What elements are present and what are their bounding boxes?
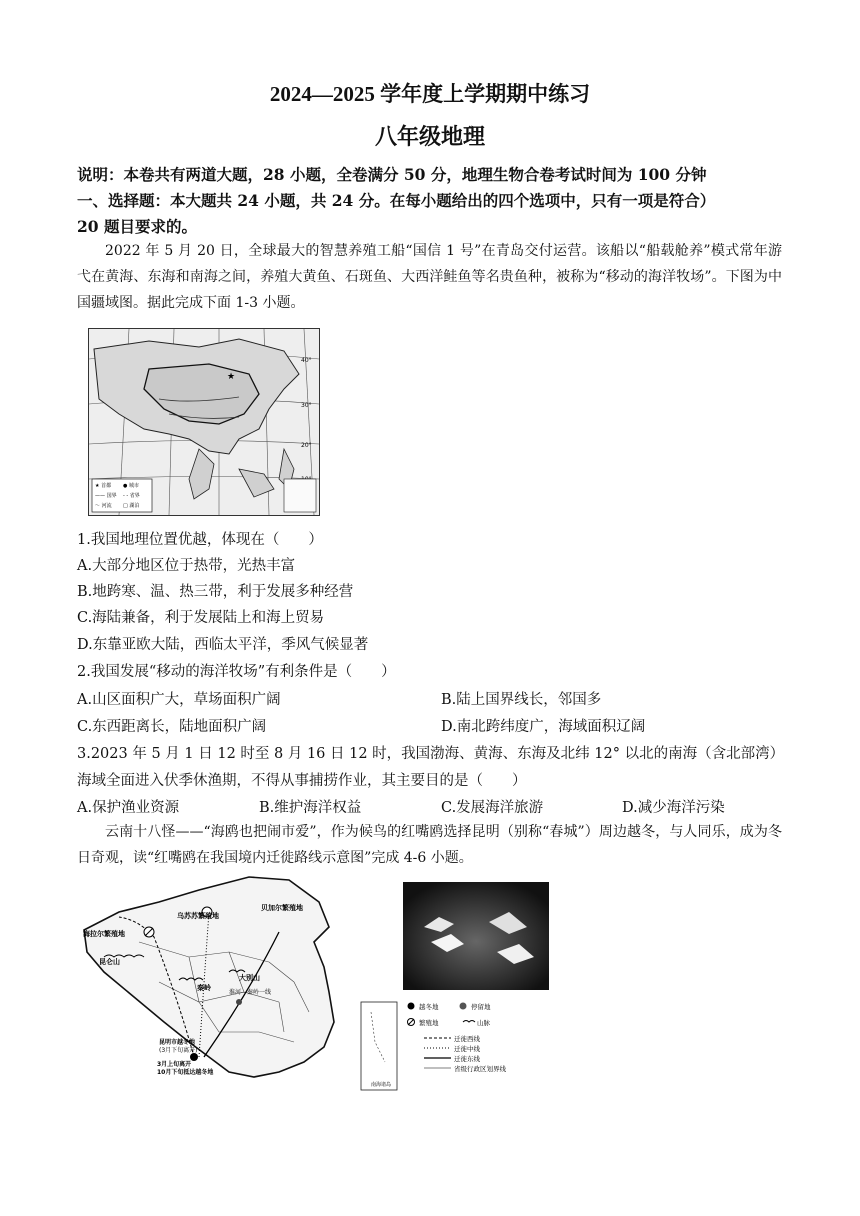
legend-east-route: 迁徙东线 <box>454 1055 480 1063</box>
lat-label-20: 20° <box>301 442 312 449</box>
gull-migration-figure <box>79 872 565 1094</box>
q2-option-d[interactable]: D.南北跨纬度广，海域面积辽阔 <box>441 719 646 735</box>
legend-province-border: 省级行政区划界线 <box>454 1065 506 1073</box>
q3-option-a[interactable]: A.保护渔业资源 <box>77 800 180 816</box>
label-huaihe: 淮河—秦岭一线 <box>229 989 272 996</box>
china-territory-map <box>88 328 320 516</box>
label-caohai: 海拉尔繁殖地 <box>83 930 125 938</box>
legend-wintering: 越冬地 <box>419 1003 439 1011</box>
question-2-stem: 2.我国发展“移动的海洋牧场”有利条件是（ ） <box>77 664 396 680</box>
migration-map-svg <box>79 872 565 1094</box>
svg-text:—— 国界: —— 国界 <box>95 493 117 499</box>
passage-1: 2022 年 5 月 20 日，全球最大的智慧养殖工船“国信 1 号”在青岛交付运营。该船以“船载舱养”模式常年游弋在黄海、东海和南海之间，养殖大黄鱼、石斑鱼、大西洋鲑鱼等名贵鱼种，被称为“移动的海洋牧场”。下图为中国疆域图。据此完成下面 1-3 小题。 <box>77 243 782 311</box>
label-hainan: 3月上旬离开 <box>157 1061 192 1068</box>
lat-label-30: 30° <box>301 402 312 409</box>
label-kunming-time: (3月下旬离开) <box>159 1047 198 1054</box>
q1-option-c[interactable]: C.海陆兼备，利于发展陆上和海上贸易 <box>77 610 325 626</box>
china-map-svg <box>89 329 319 515</box>
svg-text:● 城市: ● 城市 <box>123 483 139 489</box>
q1-option-a[interactable]: A.大部分地区位于热带，光热丰富 <box>77 558 296 574</box>
svg-text:★: ★ <box>227 372 236 382</box>
lat-label-40: 40° <box>301 357 312 364</box>
q3-option-d[interactable]: D.减少海洋污染 <box>622 800 725 816</box>
label-hainan-time: 10月下旬抵达越冬地 <box>157 1069 214 1076</box>
label-baikal: 贝加尔繁殖地 <box>261 904 303 912</box>
question-1-stem: 1.我国地理位置优越，体现在（ ） <box>77 532 323 548</box>
legend-mountain: 山脉 <box>477 1019 490 1027</box>
label-qinling: 秦岭 <box>197 984 211 992</box>
label-kunlun: 昆仑山 <box>99 958 120 966</box>
section1-heading-cont: 20 题目要求的。 <box>77 217 197 236</box>
question-3-stem-cont: 海域全面进入伏季休渔期，不得从事捕捞作业，其主要目的是（ ） <box>77 773 527 789</box>
legend-west-route: 迁徙西线 <box>454 1035 480 1043</box>
section1-heading: 一、选择题：本大题共 24 小题，共 24 分。在每小题给出的四个选项中，只有一项是符合） <box>77 191 716 210</box>
passage-2: 云南十八怪——“海鸥也把闹市爱”，作为候鸟的红嘴鸥选择昆明（别称“春城”）周边越冬，与人同乐，成为冬日奇观，读“红嘴鸥在我国境内迁徙路线示意图”完成 4-6 小题。 <box>77 824 782 866</box>
q1-option-b[interactable]: B.地跨寒、温、热三带，利于发展多种经营 <box>77 584 354 600</box>
svg-text:★ 首都: ★ 首都 <box>95 483 112 489</box>
label-wuyi: 大别山 <box>239 974 260 982</box>
q2-option-c[interactable]: C.东西距离长，陆地面积广阔 <box>77 719 267 735</box>
q2-option-a[interactable]: A.山区面积广大，草场面积广阔 <box>77 692 281 708</box>
exam-subject: 八年级地理 <box>374 124 485 149</box>
label-inset: 南海诸岛 <box>371 1082 392 1088</box>
q1-option-d[interactable]: D.东靠亚欧大陆，西临太平洋，季风气候显著 <box>77 637 369 653</box>
svg-text:□ 湖泊: □ 湖泊 <box>123 503 140 509</box>
legend-breeding: 繁殖地 <box>419 1019 439 1027</box>
svg-text:- - 省界: - - 省界 <box>123 493 140 499</box>
q2-option-b[interactable]: B.陆上国界线长，邻国多 <box>441 692 602 708</box>
legend-stopover: 停留地 <box>471 1003 491 1011</box>
instructions-note: 说明：本卷共有两道大题，28 小题，全卷满分 50 分，地理生物合卷考试时间为 100 分钟 <box>77 165 707 184</box>
q3-option-c[interactable]: C.发展海洋旅游 <box>441 800 544 816</box>
q3-option-b[interactable]: B.维护海洋权益 <box>259 800 362 816</box>
label-kunming: 昆明市越冬地 <box>159 1039 196 1046</box>
question-3-stem: 3.2023 年 5 月 1 日 12 时至 8 月 16 日 12 时，我国渤海、黄海、东海及北纬 12° 以北的南海（含北部湾） <box>77 746 785 762</box>
svg-text:～ 河流: ～ 河流 <box>95 503 112 509</box>
label-wusu: 乌苏苏繁殖地 <box>177 912 219 920</box>
exam-title: 2024—2025 学年度上学期期中练习 <box>269 82 591 106</box>
legend-middle-route: 迁徙中线 <box>454 1045 480 1053</box>
